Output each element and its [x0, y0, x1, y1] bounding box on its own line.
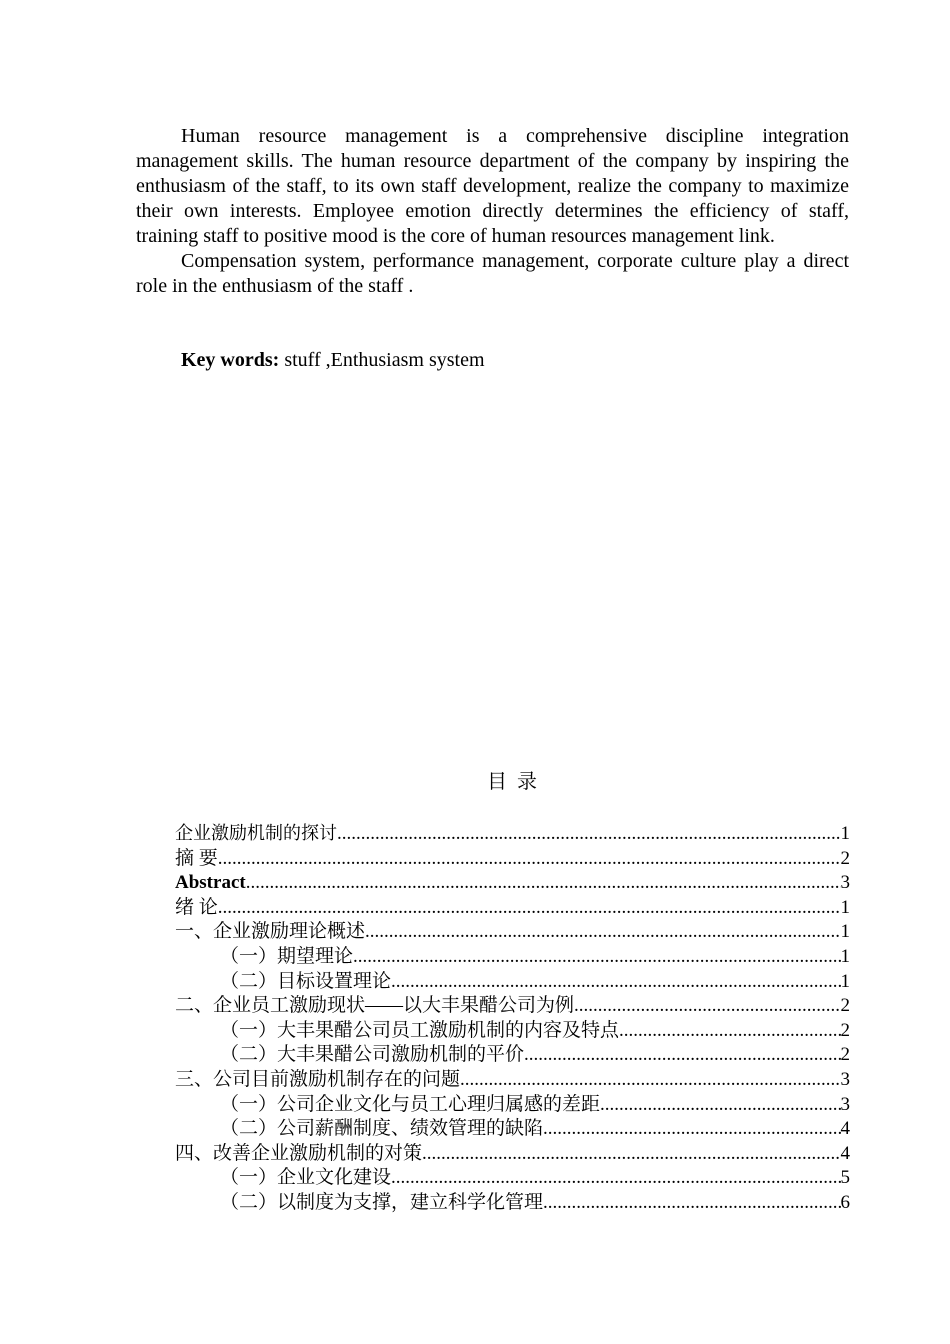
toc-entry-page: 6 — [840, 1191, 850, 1213]
toc-entry-page: 2 — [840, 1044, 850, 1066]
toc-entry-page: 1 — [840, 921, 850, 943]
toc-dot-leader — [600, 1093, 840, 1118]
toc-entry[interactable] — [175, 1117, 850, 1142]
toc-dot-leader — [365, 920, 840, 945]
toc-entry[interactable] — [175, 896, 850, 921]
toc-entry-page: 2 — [840, 847, 850, 869]
toc-entry-page: 1 — [840, 945, 850, 967]
toc-entry[interactable] — [175, 1191, 850, 1216]
toc-dot-leader — [218, 896, 841, 921]
toc-entry-page: 5 — [840, 1167, 850, 1189]
toc-entry[interactable] — [175, 945, 850, 970]
toc-dot-leader — [218, 847, 841, 872]
toc-entry[interactable] — [175, 822, 850, 847]
toc-dot-leader — [460, 1068, 840, 1093]
toc-dot-leader — [246, 871, 841, 896]
toc-entry-page: 1 — [840, 970, 850, 992]
abstract-body — [136, 124, 849, 299]
table-of-contents — [175, 822, 850, 1216]
toc-entry-label: 绪 论 — [175, 896, 218, 918]
keywords-line — [181, 348, 485, 373]
toc-entry-label: （一）企业文化建设 — [220, 1167, 392, 1189]
toc-dot-leader — [391, 970, 840, 995]
abstract-paragraph: Compensation system, performance management, corporate culture play a direct role in the enthusiasm of the staff . — [136, 250, 849, 297]
toc-entry-label: （二）公司薪酬制度、绩效管理的缺陷 — [220, 1118, 544, 1140]
toc-entry-label: （二）目标设置理论 — [220, 970, 392, 992]
toc-dot-leader — [574, 994, 840, 1019]
toc-entry-page: 1 — [840, 896, 850, 918]
keywords-value: stuff ,Enthusiasm system — [279, 349, 485, 371]
toc-dot-leader — [422, 1142, 840, 1167]
toc-entry[interactable] — [175, 847, 850, 872]
toc-dot-leader — [543, 1117, 840, 1142]
toc-entry-label: （一）公司企业文化与员工心理归属感的差距 — [220, 1093, 601, 1115]
toc-entry-label: 四、改善企业激励机制的对策 — [175, 1142, 423, 1164]
toc-entry-page: 2 — [840, 995, 850, 1017]
toc-entry-label: 企业激励机制的探讨 — [175, 823, 337, 844]
toc-entry-label: （二）大丰果醋公司激励机制的平价 — [220, 1044, 525, 1066]
toc-entry-page: 1 — [840, 823, 850, 844]
toc-entry[interactable] — [175, 1043, 850, 1068]
toc-entry[interactable] — [175, 1142, 850, 1167]
toc-entry[interactable] — [175, 871, 850, 896]
toc-entry-label: （二）以制度为支撑，建立科学化管理 — [220, 1191, 544, 1213]
toc-entry[interactable] — [175, 1068, 850, 1093]
toc-dot-leader — [619, 1019, 840, 1044]
toc-entry-page: 3 — [840, 872, 850, 894]
toc-dot-leader — [524, 1043, 840, 1068]
toc-entry-page: 4 — [840, 1118, 850, 1140]
toc-dot-leader — [337, 822, 841, 847]
toc-entry[interactable] — [175, 970, 850, 995]
toc-entry-page: 2 — [840, 1019, 850, 1041]
toc-entry[interactable] — [175, 1019, 850, 1044]
toc-entry[interactable] — [175, 1166, 850, 1191]
toc-entry-label: （一）期望理论 — [220, 945, 354, 967]
toc-entry-label: 一、企业激励理论概述 — [175, 921, 366, 943]
toc-dot-leader — [353, 945, 840, 970]
toc-entry-label: 三、公司目前激励机制存在的问题 — [175, 1068, 461, 1090]
toc-entry[interactable] — [175, 994, 850, 1019]
toc-dot-leader — [391, 1166, 840, 1191]
toc-dot-leader — [543, 1191, 840, 1216]
toc-entry-page: 3 — [840, 1093, 850, 1115]
toc-entry-label: Abstract — [175, 872, 246, 894]
toc-entry-page: 3 — [840, 1068, 850, 1090]
toc-entry-label: 二、企业员工激励现状——以大丰果醋公司为例 — [175, 995, 575, 1017]
abstract-paragraph: Human resource management is a comprehensive discipline integration management skills. The human resource department of the company by inspiring the enthusiasm of the staff, to its own staff development, realize the company to maximize their own interests. Employee emotion directly determines the efficiency of staff, training staff to positive mood is the core of human resources management link. — [136, 125, 849, 247]
keywords-label: Key words: — [181, 349, 280, 371]
toc-entry[interactable] — [175, 1093, 850, 1118]
toc-title: 目录 — [487, 771, 547, 793]
toc-entry-label: 摘 要 — [175, 847, 218, 869]
toc-entry[interactable] — [175, 920, 850, 945]
toc-entry-label: （一）大丰果醋公司员工激励机制的内容及特点 — [220, 1019, 620, 1041]
toc-entry-page: 4 — [840, 1142, 850, 1164]
